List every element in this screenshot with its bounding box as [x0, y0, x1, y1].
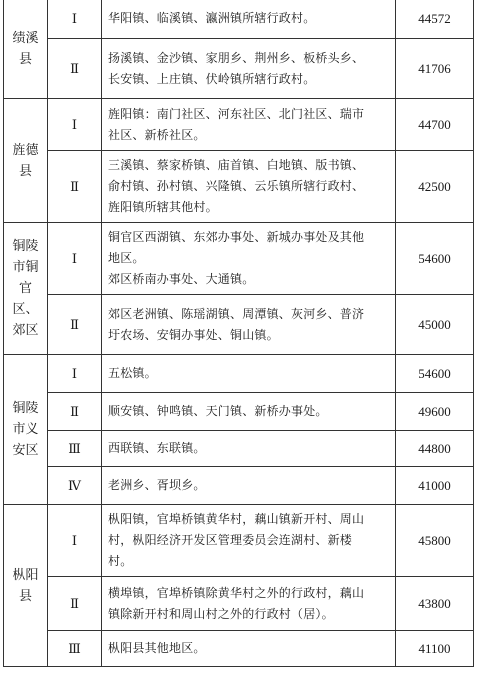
area-text: 郊区老洲镇、陈瑶湖镇、周潭镇、灰河乡、普济 — [108, 306, 365, 321]
area-text: 镇除新开村和周山村之外的行政村（居）。 — [108, 606, 334, 621]
class-cell: Ⅱ — [48, 577, 102, 631]
area-cell — [102, 393, 396, 431]
area-cell — [102, 223, 396, 295]
county-cell — [4, 99, 48, 223]
class-cell: Ⅲ — [48, 631, 102, 667]
county-cell — [4, 355, 48, 505]
table-row — [4, 467, 474, 505]
land-compensation-table — [3, 0, 474, 667]
area-text: 村，枞阳经济开发区管理委员会连湖村、新楼 — [108, 533, 353, 547]
table-row — [4, 355, 474, 393]
class-cell: Ⅳ — [48, 467, 102, 505]
class-cell: Ⅱ — [48, 151, 102, 223]
area-text: 华阳镇、临溪镇、瀛洲镇所辖行政村。 — [108, 11, 316, 25]
area-text: 横埠镇，官埠桥镇除黄华村之外的行政村，藕山 — [108, 585, 365, 600]
area-text: 老洲乡、胥坝乡。 — [108, 478, 206, 492]
area-text: 五松镇。 — [108, 366, 157, 380]
county-cell — [4, 505, 48, 667]
area-cell — [102, 0, 396, 39]
area-cell — [102, 431, 396, 467]
class-cell: Ⅰ — [48, 0, 102, 39]
price-cell: 44572 — [396, 0, 474, 39]
area-text: 旌阳镇所辖其他村。 — [108, 200, 218, 214]
price-cell: 44700 — [396, 99, 474, 151]
area-cell — [102, 99, 396, 151]
price-cell: 49600 — [396, 393, 474, 431]
table-row — [4, 431, 474, 467]
price-cell: 45800 — [396, 505, 474, 577]
table-row — [4, 223, 474, 295]
area-cell — [102, 577, 396, 631]
price-cell: 44800 — [396, 431, 474, 467]
table-row — [4, 0, 474, 39]
price-cell: 42500 — [396, 151, 474, 223]
price-cell: 41706 — [396, 39, 474, 99]
area-text: 顺安镇、钟鸣镇、天门镇、新桥办事处。 — [108, 404, 328, 418]
area-text: 郊区桥南办事处、大通镇。 — [108, 272, 255, 286]
county-name: 铜陵市义安区 — [12, 401, 39, 458]
table-row — [4, 393, 474, 431]
table-row — [4, 631, 474, 667]
price-cell: 45000 — [396, 295, 474, 355]
class-cell: Ⅱ — [48, 393, 102, 431]
table-row — [4, 99, 474, 151]
area-cell — [102, 631, 396, 667]
county-name: 铜陵市铜官区、郊区 — [12, 239, 39, 338]
price-cell: 41000 — [396, 467, 474, 505]
area-cell — [102, 355, 396, 393]
table-row — [4, 295, 474, 355]
county-name: 绩溪县 — [12, 30, 39, 67]
area-cell — [102, 467, 396, 505]
class-cell: Ⅱ — [48, 39, 102, 99]
area-text: 地区。 — [108, 251, 145, 265]
price-cell: 41100 — [396, 631, 474, 667]
county-name: 枞阳县 — [12, 567, 39, 604]
area-cell — [102, 151, 396, 223]
class-cell: Ⅰ — [48, 505, 102, 577]
area-text: 旌阳镇：南门社区、河东社区、北门社区、瑞市 — [108, 106, 365, 121]
table-row — [4, 577, 474, 631]
area-text: 俞村镇、孙村镇、兴隆镇、云乐镇所辖行政村、 — [108, 179, 365, 193]
class-cell: Ⅰ — [48, 355, 102, 393]
price-cell: 43800 — [396, 577, 474, 631]
class-cell: Ⅱ — [48, 295, 102, 355]
price-cell: 54600 — [396, 223, 474, 295]
area-text: 圩农场、安铜办事处、铜山镇。 — [108, 327, 279, 342]
county-cell — [4, 223, 48, 355]
area-text: 社区、新桥社区。 — [108, 127, 206, 142]
area-text: 村。 — [108, 554, 133, 568]
area-cell — [102, 39, 396, 99]
class-cell: Ⅰ — [48, 223, 102, 295]
area-text: 枞阳县其他地区。 — [108, 641, 206, 655]
table-row — [4, 39, 474, 99]
class-cell: Ⅲ — [48, 431, 102, 467]
table-row — [4, 505, 474, 577]
table-row — [4, 151, 474, 223]
area-text: 扬溪镇、金沙镇、家朋乡、荆州乡、板桥头乡、 — [108, 50, 365, 65]
area-cell — [102, 295, 396, 355]
area-text: 长安镇、上庄镇、伏岭镇所辖行政村。 — [108, 71, 316, 86]
area-text: 枞阳镇，官埠桥镇黄华村，藕山镇新开村、周山 — [108, 512, 365, 526]
county-name: 旌德县 — [12, 142, 39, 179]
area-text: 铜官区西湖镇、东郊办事处、新城办事处及其他 — [108, 230, 365, 244]
area-text: 三溪镇、蔡家桥镇、庙首镇、白地镇、版书镇、 — [108, 158, 365, 172]
county-cell — [4, 0, 48, 99]
class-cell: Ⅰ — [48, 99, 102, 151]
price-cell: 54600 — [396, 355, 474, 393]
area-text: 西联镇、东联镇。 — [108, 441, 206, 455]
area-cell — [102, 505, 396, 577]
